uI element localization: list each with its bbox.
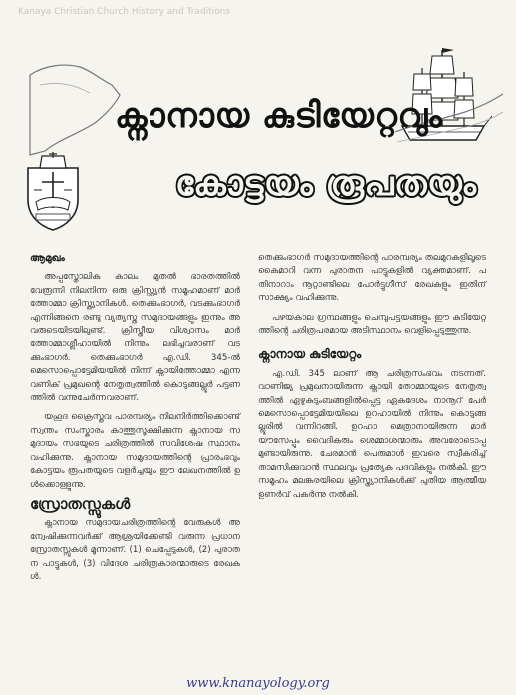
intro-heading: ആമുഖം [30,253,65,264]
title-line-1: ക്നാനായ കുടിയേറ്റവും [115,96,443,136]
migration-paragraph: എ.ഡി. 345 ലാണ് ആ ചരിത്രസംഭവം നടന്നത്. വാണിജ്യ പ്രമുഖനായിരുന്ന ക്നായി തോമ്മായുടെ നേതൃത്വത്തിൽ ഏഴുകുടുംബങ്ങളിൽപ്പെട്ട ഏകദേശം നാനൂറ് പേർ മെസൊപ്പൊട്ടേമിയയിലെ ഉറഹായിൽ നിന്നും കൊടുങ്ങല്ലൂരിൽ വന്നിറങ്ങി. ഉറഹാ മെത്രാനായിരുന്ന മാർ യൗസേപ്പും വൈദികരും ശെമ്മാശന്മാരും അവരോടൊപ്പമുണ്ടായിരുന്നു. ചേരമാൻ പെരുമാൾ ഇവരെ സ്വീകരിച്ച് താമസിക്കുവാൻ സ്ഥലവും പ്രത്യേക പദവികളും നൽകി. ഈ സമൂഹം മലങ്കരയിലെ ക്രിസ്ത്യാനികൾക്ക് പുതിയ ആത്മീയ ഉണർവ് പകർന്നു നൽകി. [258,368,486,500]
sources-paragraph: ക്നാനായ സമുദായചരിത്രത്തിന്റെ വേരുകൾ അന്വേഷിക്കുന്നവർക്ക് ആശ്രയിക്കേണ്ടി വരുന്ന പ്രധാന സ്രോതസ്സുകൾ മൂന്നാണ്. (1) ചെപ്പേടുകൾ, (2) പുരാതന പാട്ടുകൾ, (3) വിദേശ ചരിത്രകാരന്മാരുടെ രേഖകൾ. [30,518,240,582]
right-column [258,252,486,508]
intro-paragraph-1: അപ്പസ്തോലിക കാലം മുതൽ ഭാരതത്തിൽ വേരൂന്നി നിലനിന്ന ഒരു ക്രിസ്റ്റ്യൻ സമൂഹമാണ് മാർത്തോമ്മാ ക്രിസ്ത്യാനികൾ. തെക്കുംഭാഗർ, വടക്കുംഭാഗർ എന്നിങ്ങനെ രണ്ടു വ്യത്യസ്ത സമുദായങ്ങളും ഇന്നും അവരുടെയിടയിലുണ്ട്. ക്രിസ്തീയ വിശ്വാസം മാർത്തോമ്മാശ്ലീഹായിൽ നിന്നും ലഭിച്ചവരാണ് വടക്കുംഭാഗർ. തെക്കുംഭാഗർ എ.ഡി. 345-ൽ മെസൊപ്പൊട്ടേമിയയിൽ നിന്ന് ക്നായിത്തോമ്മാ എന്ന വണിക് പ്രമുഖന്റെ നേതൃത്വത്തിൽ കൊടുങ്ങല്ലൂർ പട്ടണത്തിൽ വന്നുചേർന്നവരാണ്. [30,272,240,404]
sources-heading: സ്രോതസ്സുകൾ [30,494,131,513]
migration-heading: ക്നാനായ കുടിയേറ്റം [258,347,362,362]
right-paragraph-1: തെക്കുംഭാഗർ സമുദായത്തിന്റെ പാരമ്പര്യം തലമുറകളിലൂടെ കൈമാറി വന്ന പുരാതന പാട്ടുകളിൽ വ്യക്തമാണ്. പതിനാറാം നൂറ്റാണ്ടിലെ പോർട്ടുഗീസ് രേഖകളും ഇതിന് സാക്ഷ്യം വഹിക്കുന്നു. [258,253,486,304]
diocese-seal-emblem [22,150,84,232]
kerala-map-left-illustration [20,55,130,165]
right-paragraph-2: പഴയകാല ഗ്രന്ഥങ്ങളും ചെമ്പുപട്ടയങ്ങളും ഈ കുടിയേറ്റത്തിന്റെ ചരിത്രപരമായ അടിസ്ഥാനം വെളിപ്പെടുത്തുന്നു. [258,312,486,337]
footer-website-link[interactable]: www.knanayology.org [186,676,330,691]
faint-header-text: Kanaya Christian Church History and Traditions [18,7,231,17]
left-column [30,252,240,590]
intro-paragraph-2: യഹൂദ ക്രൈസ്തവ പാരമ്പര്യം നിലനിർത്തിക്കൊണ്ട് സ്വന്തം സംസ്കാരം കാത്തുസൂക്ഷിക്കുന്ന ക്നാനായ സമുദായം സഭയുടെ ചരിത്രത്തിൽ സവിശേഷ സ്ഥാനം വഹിക്കുന്നു. ക്നാനായ സമുദായത്തിന്റെ പ്രാരംഭവും കോട്ടയം രൂപതയുടെ വളർച്ചയും ഈ ലേഖനത്തിൽ ഉൾക്കൊള്ളുന്നു. [30,412,240,490]
title-line-2: കോട്ടയം രൂപതയും [175,164,477,204]
